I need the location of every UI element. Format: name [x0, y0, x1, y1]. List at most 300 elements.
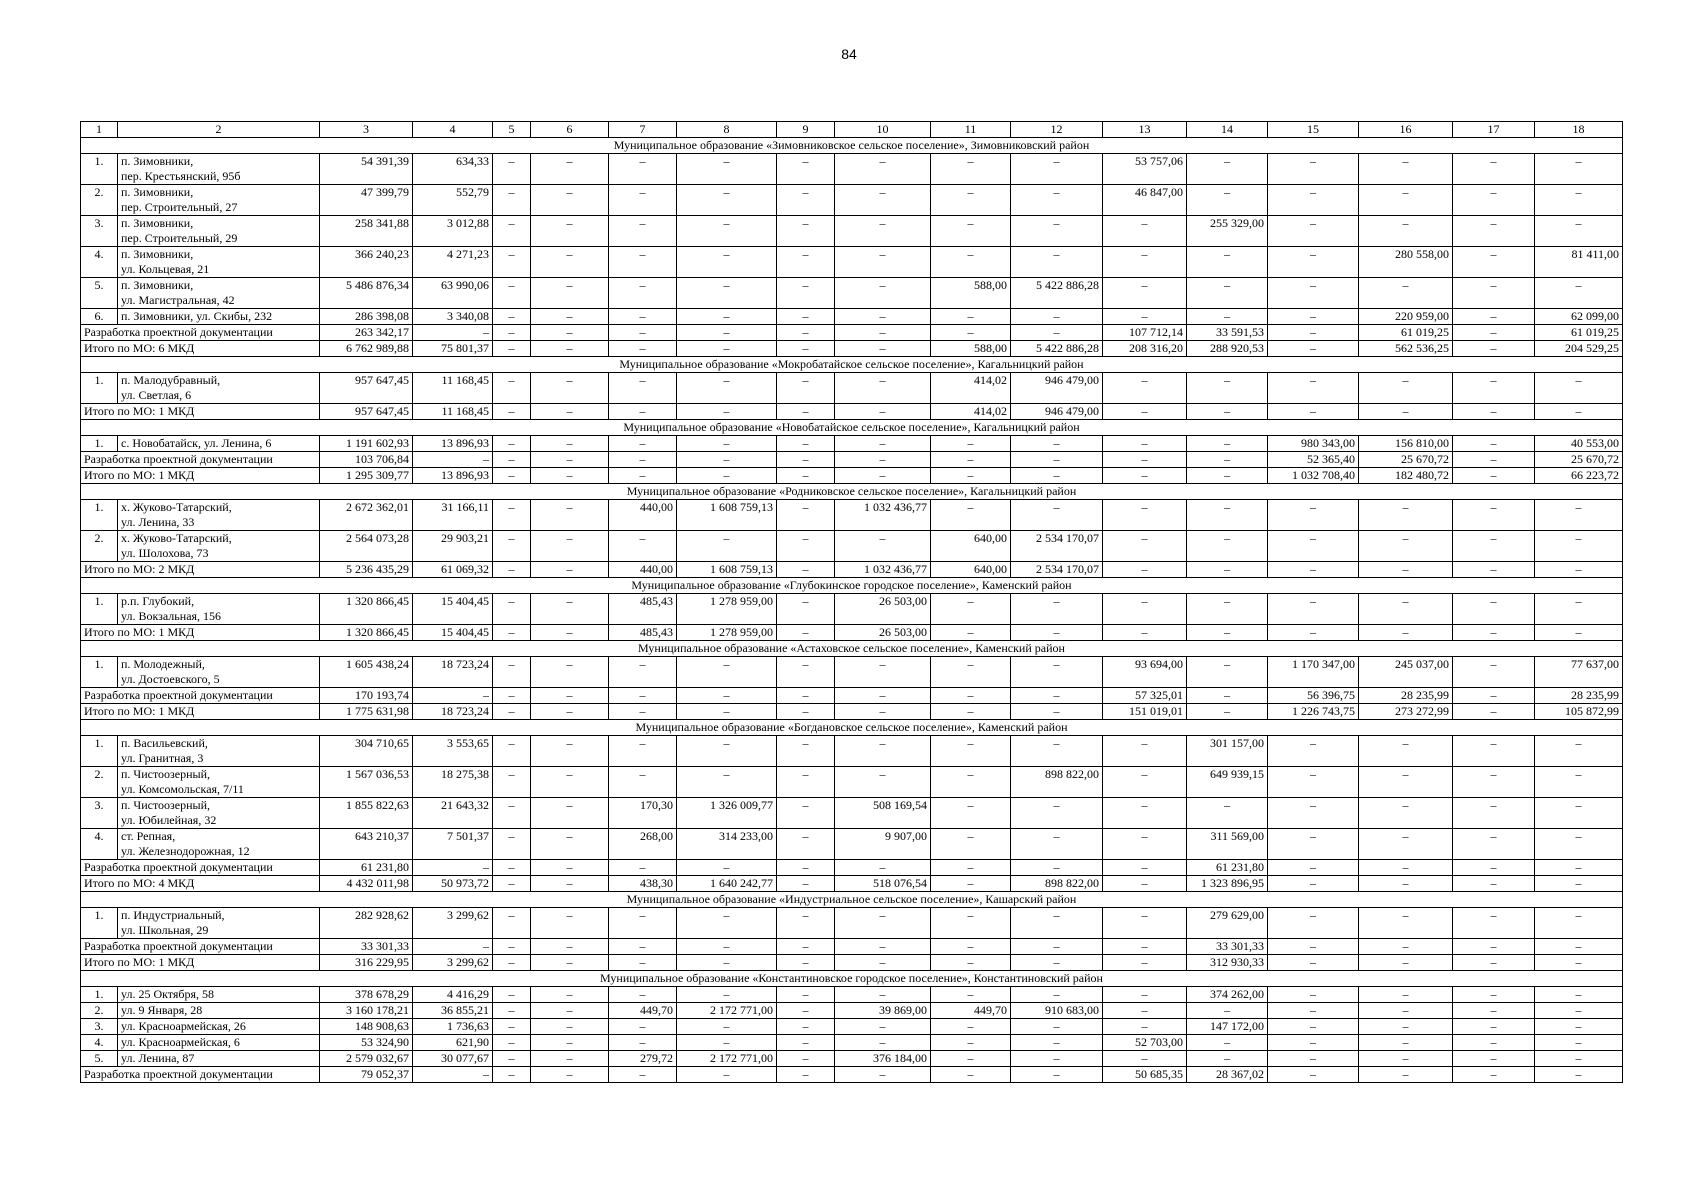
value-cell: 286 398,08	[320, 309, 413, 325]
value-cell: 170 193,74	[320, 688, 413, 704]
value-cell: –	[931, 1035, 1011, 1051]
value-cell: –	[1103, 767, 1187, 798]
value-cell: –	[1359, 562, 1453, 578]
value-cell: –	[493, 1019, 531, 1035]
value-cell: –	[835, 1035, 931, 1051]
value-cell: –	[931, 829, 1011, 860]
value-cell: 288 920,53	[1187, 341, 1268, 357]
value-cell: –	[931, 860, 1011, 876]
value-cell: 63 990,06	[413, 278, 493, 309]
value-cell: –	[677, 987, 777, 1003]
value-cell: –	[777, 452, 835, 468]
value-cell: –	[609, 468, 677, 484]
value-cell: –	[931, 876, 1011, 892]
value-cell: –	[835, 247, 931, 278]
value-cell: 1 032 436,77	[835, 562, 931, 578]
table-row	[81, 216, 1623, 247]
table-row	[81, 908, 1623, 939]
value-cell: –	[1187, 404, 1268, 420]
value-cell: –	[931, 704, 1011, 720]
value-cell: 449,70	[609, 1003, 677, 1019]
value-cell: –	[777, 1035, 835, 1051]
value-cell: –	[1011, 736, 1103, 767]
value-cell: 204 529,25	[1535, 341, 1623, 357]
value-cell: –	[493, 955, 531, 971]
row-number: 4.	[81, 247, 118, 278]
value-cell: –	[777, 500, 835, 531]
value-cell: –	[493, 860, 531, 876]
value-cell: 46 847,00	[1103, 185, 1187, 216]
value-cell: –	[531, 908, 609, 939]
value-cell: 414,02	[931, 404, 1011, 420]
summary-row	[81, 325, 1623, 341]
value-cell: –	[413, 860, 493, 876]
value-cell: –	[1453, 325, 1535, 341]
value-cell: –	[1187, 562, 1268, 578]
value-cell: 4 416,29	[413, 987, 493, 1003]
value-cell: –	[677, 373, 777, 404]
value-cell: –	[1535, 798, 1623, 829]
section-header-row	[81, 357, 1623, 373]
value-cell: 52 365,40	[1268, 452, 1359, 468]
value-cell: 588,00	[931, 278, 1011, 309]
value-cell: 28 367,02	[1187, 1067, 1268, 1083]
value-cell: –	[677, 704, 777, 720]
value-cell: –	[1359, 1035, 1453, 1051]
table-row	[81, 278, 1623, 309]
address-cell: с. Новобатайск, ул. Ленина, 6	[118, 436, 320, 452]
value-cell: 957 647,45	[320, 404, 413, 420]
value-cell: –	[413, 1067, 493, 1083]
value-cell: –	[1268, 908, 1359, 939]
value-cell: –	[1268, 625, 1359, 641]
value-cell: –	[931, 325, 1011, 341]
value-cell: 279,72	[609, 1051, 677, 1067]
data-table	[80, 121, 1623, 1083]
value-cell: –	[1453, 341, 1535, 357]
value-cell: –	[493, 247, 531, 278]
value-cell: –	[531, 452, 609, 468]
column-header: 4	[413, 122, 493, 138]
value-cell: –	[1453, 860, 1535, 876]
value-cell: –	[777, 736, 835, 767]
column-header: 11	[931, 122, 1011, 138]
value-cell: –	[493, 531, 531, 562]
table-row	[81, 309, 1623, 325]
value-cell: –	[1011, 955, 1103, 971]
value-cell: –	[777, 688, 835, 704]
table-row	[81, 436, 1623, 452]
value-cell: 31 166,11	[413, 500, 493, 531]
table-row	[81, 767, 1623, 798]
value-cell: –	[1187, 657, 1268, 688]
value-cell: –	[1453, 373, 1535, 404]
summary-label: Разработка проектной документации	[81, 1067, 320, 1083]
address-cell: п. Зимовники, ул. Скибы, 232	[118, 309, 320, 325]
value-cell: 374 262,00	[1187, 987, 1268, 1003]
value-cell: –	[1535, 908, 1623, 939]
value-cell: 36 855,21	[413, 1003, 493, 1019]
address-cell: п. Васильевский, ул. Гранитная, 3	[118, 736, 320, 767]
value-cell: 518 076,54	[835, 876, 931, 892]
address-cell: п. Зимовники, пер. Строительный, 27	[118, 185, 320, 216]
address-cell: ул. Ленина, 87	[118, 1051, 320, 1067]
value-cell: 268,00	[609, 829, 677, 860]
table-row	[81, 531, 1623, 562]
value-cell: –	[1187, 1051, 1268, 1067]
value-cell: –	[1268, 531, 1359, 562]
value-cell: –	[493, 625, 531, 641]
value-cell: –	[931, 625, 1011, 641]
value-cell: 1 320 866,45	[320, 625, 413, 641]
value-cell: –	[609, 436, 677, 452]
value-cell: –	[835, 688, 931, 704]
value-cell: 898 822,00	[1011, 876, 1103, 892]
address-cell: п. Молодежный, ул. Достоевского, 5	[118, 657, 320, 688]
summary-label: Итого по МО: 2 МКД	[81, 562, 320, 578]
value-cell: –	[1011, 939, 1103, 955]
value-cell: 5 486 876,34	[320, 278, 413, 309]
value-cell: –	[531, 876, 609, 892]
value-cell: 13 896,93	[413, 436, 493, 452]
value-cell: 1 326 009,77	[677, 798, 777, 829]
value-cell: 57 325,01	[1103, 688, 1187, 704]
value-cell: –	[931, 216, 1011, 247]
value-cell: –	[1453, 452, 1535, 468]
value-cell: –	[1453, 1035, 1535, 1051]
value-cell: –	[609, 860, 677, 876]
value-cell: 1 295 309,77	[320, 468, 413, 484]
value-cell: –	[1535, 736, 1623, 767]
section-title: Муниципальное образование «Константиновское городское поселение», Константиновский район	[81, 971, 1623, 987]
value-cell: –	[777, 436, 835, 452]
value-cell: –	[835, 325, 931, 341]
row-number: 1.	[81, 436, 118, 452]
value-cell: –	[1535, 955, 1623, 971]
value-cell: –	[777, 531, 835, 562]
address-cell: п. Зимовники, пер. Строительный, 29	[118, 216, 320, 247]
value-cell: –	[1453, 309, 1535, 325]
value-cell: 25 670,72	[1535, 452, 1623, 468]
value-cell: –	[413, 939, 493, 955]
section-header-row	[81, 971, 1623, 987]
value-cell: 15 404,45	[413, 625, 493, 641]
value-cell: –	[531, 404, 609, 420]
value-cell: –	[677, 1019, 777, 1035]
value-cell: –	[677, 955, 777, 971]
value-cell: –	[1535, 939, 1623, 955]
value-cell: –	[1011, 657, 1103, 688]
value-cell: 1 032 708,40	[1268, 468, 1359, 484]
value-cell: 640,00	[931, 562, 1011, 578]
value-cell: 280 558,00	[1359, 247, 1453, 278]
summary-row	[81, 704, 1623, 720]
value-cell: –	[493, 309, 531, 325]
value-cell: –	[1187, 185, 1268, 216]
value-cell: –	[493, 562, 531, 578]
value-cell: –	[1103, 436, 1187, 452]
value-cell: –	[1011, 594, 1103, 625]
value-cell: –	[531, 341, 609, 357]
value-cell: –	[1268, 341, 1359, 357]
value-cell: 440,00	[609, 562, 677, 578]
summary-label: Разработка проектной документации	[81, 939, 320, 955]
value-cell: –	[531, 185, 609, 216]
value-cell: 946 479,00	[1011, 404, 1103, 420]
value-cell: –	[677, 908, 777, 939]
column-header: 17	[1453, 122, 1535, 138]
value-cell: –	[609, 373, 677, 404]
value-cell: 4 271,23	[413, 247, 493, 278]
value-cell: –	[1103, 798, 1187, 829]
row-number: 3.	[81, 798, 118, 829]
value-cell: –	[609, 1067, 677, 1083]
value-cell: –	[677, 531, 777, 562]
value-cell: –	[531, 987, 609, 1003]
value-cell: –	[835, 154, 931, 185]
value-cell: –	[677, 1067, 777, 1083]
value-cell: 93 694,00	[1103, 657, 1187, 688]
value-cell: 6 762 989,88	[320, 341, 413, 357]
value-cell: –	[1103, 876, 1187, 892]
value-cell: –	[1187, 436, 1268, 452]
value-cell: –	[1268, 373, 1359, 404]
summary-label: Итого по МО: 1 МКД	[81, 625, 320, 641]
value-cell: –	[777, 876, 835, 892]
summary-label: Разработка проектной документации	[81, 452, 320, 468]
row-number: 4.	[81, 1035, 118, 1051]
summary-row	[81, 939, 1623, 955]
value-cell: 9 907,00	[835, 829, 931, 860]
value-cell: –	[1103, 987, 1187, 1003]
value-cell: –	[931, 1051, 1011, 1067]
column-header: 1	[81, 122, 118, 138]
section-title: Муниципальное образование «Новобатайское сельское поселение», Кагальницкий район	[81, 420, 1623, 436]
row-number: 1.	[81, 500, 118, 531]
value-cell: 61 231,80	[1187, 860, 1268, 876]
value-cell: –	[609, 278, 677, 309]
value-cell: –	[1453, 657, 1535, 688]
value-cell: –	[777, 860, 835, 876]
value-cell: 1 640 242,77	[677, 876, 777, 892]
value-cell: –	[531, 704, 609, 720]
value-cell: –	[1535, 860, 1623, 876]
value-cell: –	[835, 767, 931, 798]
value-cell: 588,00	[931, 341, 1011, 357]
value-cell: 3 299,62	[413, 908, 493, 939]
value-cell: –	[1268, 829, 1359, 860]
value-cell: –	[493, 185, 531, 216]
value-cell: 640,00	[931, 531, 1011, 562]
value-cell: 449,70	[931, 1003, 1011, 1019]
value-cell: –	[677, 939, 777, 955]
value-cell: –	[1103, 1019, 1187, 1035]
value-cell: –	[1453, 436, 1535, 452]
value-cell: –	[777, 309, 835, 325]
value-cell: 980 343,00	[1268, 436, 1359, 452]
value-cell: 263 342,17	[320, 325, 413, 341]
value-cell: 2 534 170,07	[1011, 562, 1103, 578]
value-cell: –	[1187, 278, 1268, 309]
value-cell: 440,00	[609, 500, 677, 531]
value-cell: –	[493, 341, 531, 357]
column-header: 18	[1535, 122, 1623, 138]
value-cell: 1 278 959,00	[677, 625, 777, 641]
summary-row	[81, 468, 1623, 484]
value-cell: –	[609, 688, 677, 704]
section-title: Муниципальное образование «Индустриальное сельское поселение», Кашарский район	[81, 892, 1623, 908]
value-cell: –	[1535, 278, 1623, 309]
value-cell: –	[531, 1067, 609, 1083]
value-cell: –	[531, 468, 609, 484]
value-cell: –	[1453, 468, 1535, 484]
value-cell: –	[1535, 154, 1623, 185]
row-number: 1.	[81, 987, 118, 1003]
row-number: 2.	[81, 1003, 118, 1019]
column-header: 16	[1359, 122, 1453, 138]
value-cell: 18 723,24	[413, 704, 493, 720]
value-cell: –	[531, 216, 609, 247]
column-header: 9	[777, 122, 835, 138]
value-cell: –	[1359, 798, 1453, 829]
value-cell: –	[1359, 1067, 1453, 1083]
value-cell: 170,30	[609, 798, 677, 829]
table-body	[81, 122, 1623, 1083]
table-row	[81, 373, 1623, 404]
value-cell: –	[1453, 278, 1535, 309]
value-cell: –	[677, 309, 777, 325]
section-header-row	[81, 892, 1623, 908]
value-cell: –	[1268, 987, 1359, 1003]
value-cell: –	[931, 436, 1011, 452]
section-header-row	[81, 484, 1623, 500]
value-cell: –	[493, 1067, 531, 1083]
value-cell: –	[1359, 625, 1453, 641]
section-title: Муниципальное образование «Мокробатайское сельское поселение», Кагальницкий район	[81, 357, 1623, 373]
value-cell: 485,43	[609, 625, 677, 641]
summary-label: Итого по МО: 1 МКД	[81, 704, 320, 720]
value-cell: –	[1187, 798, 1268, 829]
value-cell: –	[677, 688, 777, 704]
value-cell: –	[777, 373, 835, 404]
value-cell: –	[1011, 798, 1103, 829]
value-cell: –	[835, 657, 931, 688]
value-cell: 151 019,01	[1103, 704, 1187, 720]
summary-label: Разработка проектной документации	[81, 325, 320, 341]
value-cell: –	[1453, 704, 1535, 720]
value-cell: –	[493, 154, 531, 185]
value-cell: –	[1268, 216, 1359, 247]
value-cell: 255 329,00	[1187, 216, 1268, 247]
value-cell: –	[1268, 1003, 1359, 1019]
value-cell: –	[1011, 1019, 1103, 1035]
value-cell: –	[931, 798, 1011, 829]
value-cell: –	[493, 688, 531, 704]
column-header: 13	[1103, 122, 1187, 138]
value-cell: –	[1359, 1003, 1453, 1019]
value-cell: 15 404,45	[413, 594, 493, 625]
value-cell: 562 536,25	[1359, 341, 1453, 357]
section-header-row	[81, 720, 1623, 736]
address-cell: х. Жуково-Татарский, ул. Ленина, 33	[118, 500, 320, 531]
value-cell: –	[931, 1067, 1011, 1083]
row-number: 2.	[81, 531, 118, 562]
value-cell: –	[835, 468, 931, 484]
value-cell: –	[493, 452, 531, 468]
value-cell: 182 480,72	[1359, 468, 1453, 484]
value-cell: –	[931, 736, 1011, 767]
value-cell: 61 019,25	[1359, 325, 1453, 341]
value-cell: –	[1103, 594, 1187, 625]
value-cell: –	[835, 341, 931, 357]
value-cell: –	[1268, 860, 1359, 876]
value-cell: 508 169,54	[835, 798, 931, 829]
value-cell: –	[835, 278, 931, 309]
value-cell: –	[493, 373, 531, 404]
value-cell: 643 210,37	[320, 829, 413, 860]
value-cell: –	[493, 1051, 531, 1067]
value-cell: 29 903,21	[413, 531, 493, 562]
value-cell: 5 422 886,28	[1011, 341, 1103, 357]
value-cell: –	[1011, 829, 1103, 860]
value-cell: –	[1453, 1067, 1535, 1083]
value-cell: –	[413, 688, 493, 704]
table-row	[81, 500, 1623, 531]
value-cell: –	[609, 939, 677, 955]
value-cell: –	[1268, 154, 1359, 185]
value-cell: –	[777, 1051, 835, 1067]
summary-label: Итого по МО: 4 МКД	[81, 876, 320, 892]
value-cell: –	[835, 908, 931, 939]
value-cell: –	[677, 767, 777, 798]
column-header-row	[81, 122, 1623, 138]
address-cell: п. Зимовники, ул. Кольцевая, 21	[118, 247, 320, 278]
value-cell: 957 647,45	[320, 373, 413, 404]
table-row	[81, 987, 1623, 1003]
value-cell: –	[531, 562, 609, 578]
value-cell: –	[777, 278, 835, 309]
value-cell: –	[493, 216, 531, 247]
value-cell: –	[1187, 247, 1268, 278]
value-cell: 39 869,00	[835, 1003, 931, 1019]
value-cell: –	[1359, 1019, 1453, 1035]
value-cell: –	[1011, 1035, 1103, 1051]
value-cell: –	[777, 704, 835, 720]
address-cell: ул. 25 Октября, 58	[118, 987, 320, 1003]
value-cell: –	[609, 154, 677, 185]
value-cell: –	[1359, 594, 1453, 625]
value-cell: –	[1453, 876, 1535, 892]
value-cell: –	[1453, 1051, 1535, 1067]
value-cell: –	[1453, 798, 1535, 829]
address-cell: ул. Красноармейская, 26	[118, 1019, 320, 1035]
value-cell: –	[1011, 452, 1103, 468]
value-cell: –	[777, 154, 835, 185]
value-cell: 316 229,95	[320, 955, 413, 971]
value-cell: –	[1453, 562, 1535, 578]
value-cell: –	[1268, 939, 1359, 955]
value-cell: 1 226 743,75	[1268, 704, 1359, 720]
value-cell: –	[1103, 736, 1187, 767]
value-cell: –	[1268, 798, 1359, 829]
value-cell: –	[531, 955, 609, 971]
value-cell: –	[777, 625, 835, 641]
value-cell: –	[1268, 1051, 1359, 1067]
value-cell: –	[1187, 1035, 1268, 1051]
value-cell: –	[777, 216, 835, 247]
value-cell: –	[1535, 1019, 1623, 1035]
value-cell: –	[1535, 1051, 1623, 1067]
